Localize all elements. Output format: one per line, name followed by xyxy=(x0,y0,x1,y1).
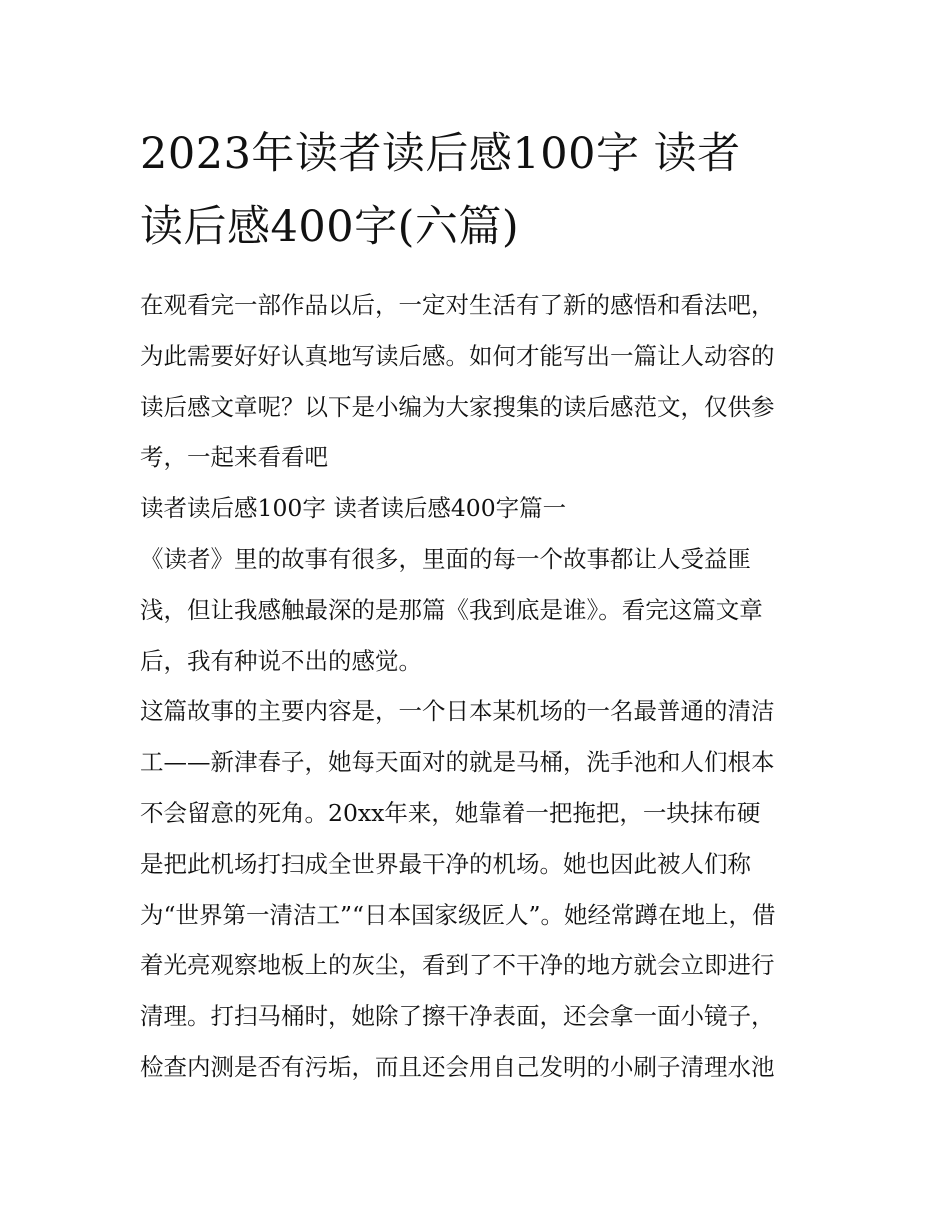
body-line: 清理。打扫马桶时，她除了擦干净表面，还会拿一面小镜子， xyxy=(140,1002,775,1031)
body-line: 这篇故事的主要内容是，一个日本某机场的一名最普通的清洁 xyxy=(140,697,775,726)
body-line: 《读者》里的故事有很多，里面的每一个故事都让人受益匪 xyxy=(140,544,751,573)
body-line: 考，一起来看看吧 xyxy=(140,443,328,472)
body-line: 工——新津春子，她每天面对的就是马桶，洗手池和人们根本 xyxy=(140,748,775,777)
document-title xyxy=(140,118,820,264)
body-line: 不会留意的死角。20xx年来，她靠着一把拖把，一块抹布硬 xyxy=(140,798,761,827)
body-line: 着光亮观察地板上的灰尘，看到了不干净的地方就会立即进行 xyxy=(140,951,775,980)
body-line: 读后感文章呢？以下是小编为大家搜集的读后感范文，仅供参 xyxy=(140,392,775,421)
body-line: 为此需要好好认真地写读后感。如何才能写出一篇让人动容的 xyxy=(140,341,775,370)
body-line: 检查内测是否有污垢，而且还会用自己发明的小刷子清理水池 xyxy=(140,1052,775,1081)
document-body xyxy=(140,280,820,1093)
body-line: 为“世界第一清洁工”“日本国家级匠人”。她经常蹲在地上，借 xyxy=(140,900,776,929)
body-line: 在观看完一部作品以后，一定对生活有了新的感悟和看法吧， xyxy=(140,291,775,319)
body-line: 是把此机场打扫成全世界最干净的机场。她也因此被人们称 xyxy=(140,849,751,878)
title-line: 2023年读者读后感100字 读者 xyxy=(140,129,741,179)
body-line: 后，我有种说不出的感觉。 xyxy=(140,646,422,675)
title-line: 读后感400字(六篇) xyxy=(140,202,520,252)
section-heading: 读者读后感100字 读者读后感400字篇一 xyxy=(140,494,567,523)
body-line: 浅，但让我感触最深的是那篇《我到底是谁》。看完这篇文章 xyxy=(140,595,763,624)
